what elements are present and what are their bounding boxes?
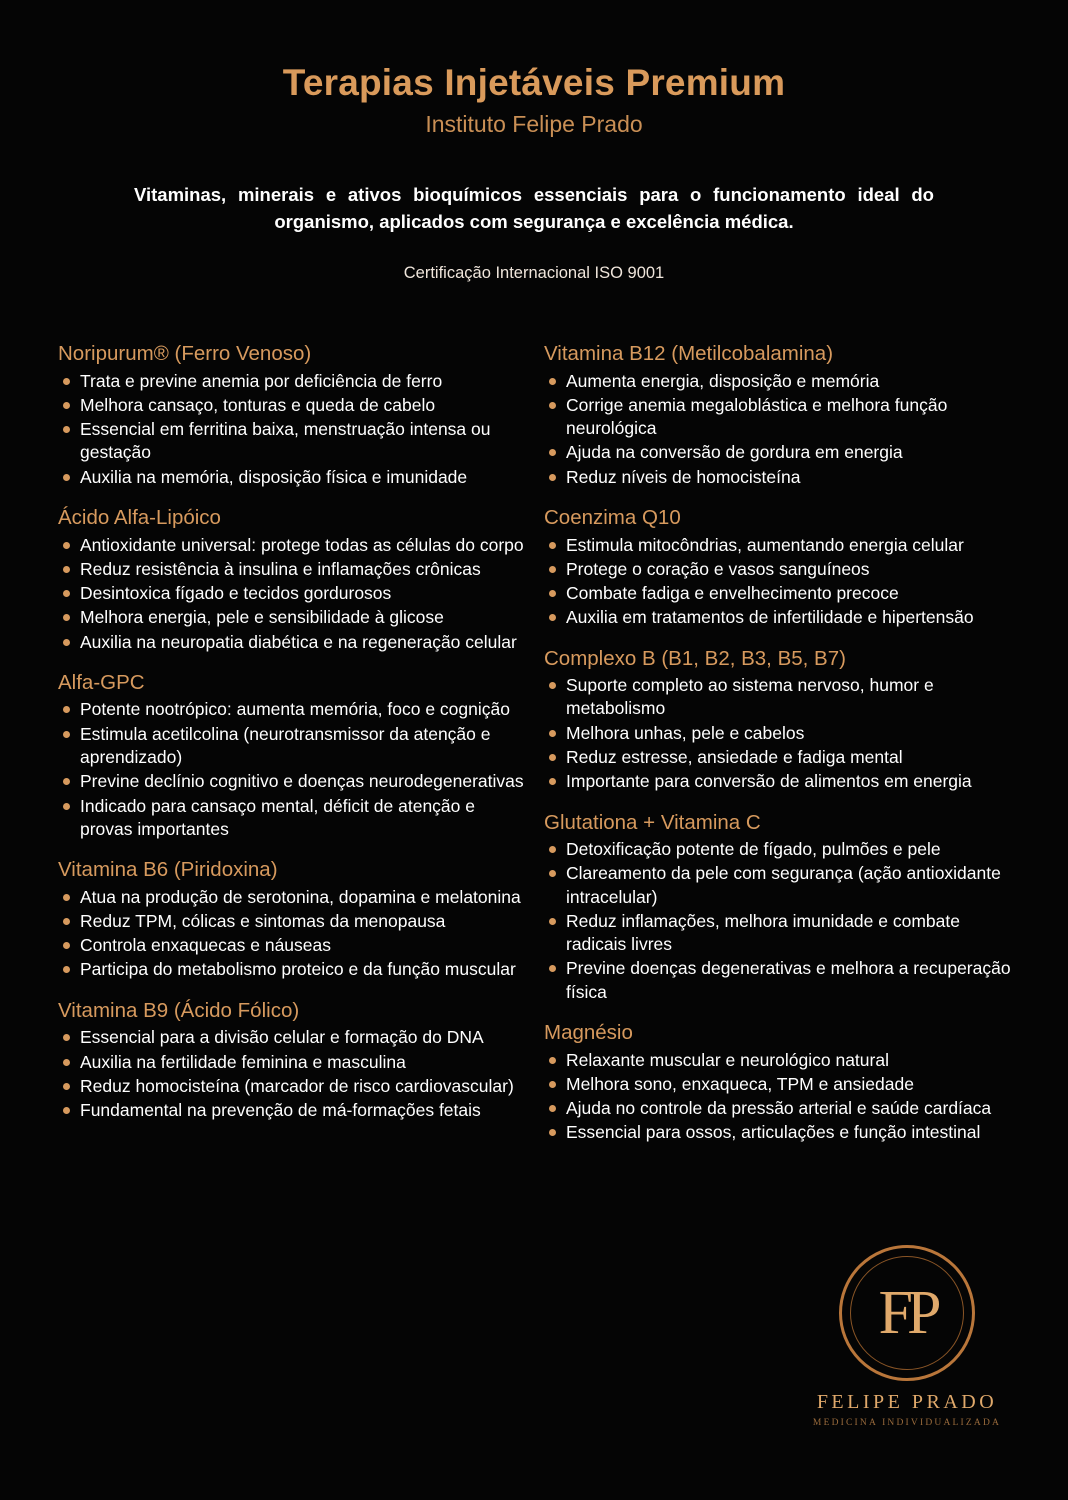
list-item: Auxilia na neuropatia diabética e na regeneração celular xyxy=(58,631,530,654)
list-item: Potente nootrópico: aumenta memória, foco e cognição xyxy=(58,698,530,721)
list-item: Melhora sono, enxaqueca, TPM e ansiedade xyxy=(544,1073,1016,1096)
list-item: Reduz níveis de homocisteína xyxy=(544,466,1016,489)
section xyxy=(544,342,1016,489)
list-item: Melhora cansaço, tonturas e queda de cabelo xyxy=(58,394,530,417)
list-item: Melhora energia, pele e sensibilidade à glicose xyxy=(58,606,530,629)
section-title: Coenzima Q10 xyxy=(544,505,681,529)
list-item: Fundamental na prevenção de má-formações fetais xyxy=(58,1099,530,1122)
list-item: Relaxante muscular e neurológico natural xyxy=(544,1049,1016,1072)
benefit-list xyxy=(544,370,1016,489)
benefit-list xyxy=(544,1049,1016,1145)
benefit-list xyxy=(544,534,1016,630)
benefit-list xyxy=(58,370,530,489)
benefit-list xyxy=(58,1026,530,1122)
page-subtitle: Instituto Felipe Prado xyxy=(425,110,643,137)
list-item: Previne declínio cognitivo e doenças neurodegenerativas xyxy=(58,770,530,793)
list-item: Reduz homocisteína (marcador de risco cardiovascular) xyxy=(58,1075,530,1098)
content-columns xyxy=(0,342,1068,1162)
logo-tagline: MEDICINA INDIVIDUALIZADA xyxy=(812,1418,1002,1428)
list-item: Melhora unhas, pele e cabelos xyxy=(544,722,1016,745)
section xyxy=(58,999,530,1123)
section-title: Ácido Alfa-Lipóico xyxy=(58,505,221,529)
list-item: Essencial em ferritina baixa, menstruação intensa ou gestação xyxy=(58,418,530,465)
section-title: Glutationa + Vitamina C xyxy=(544,810,761,834)
list-item: Corrige anemia megaloblástica e melhora função neurológica xyxy=(544,394,1016,441)
list-item: Detoxificação potente de fígado, pulmões e pele xyxy=(544,838,1016,861)
section xyxy=(544,1021,1016,1145)
section-title: Vitamina B12 (Metilcobalamina) xyxy=(544,342,834,365)
benefit-list xyxy=(544,674,1016,793)
left-column xyxy=(58,342,530,1162)
list-item: Reduz estresse, ansiedade e fadiga mental xyxy=(544,746,1016,769)
section-title: Magnésio xyxy=(544,1020,633,1044)
list-item: Indicado para cansaço mental, déficit de atenção e provas importantes xyxy=(58,795,530,842)
list-item: Clareamento da pele com segurança (ação antioxidante intracelular) xyxy=(544,862,1016,909)
certification-text: Certificação Internacional ISO 9001 xyxy=(403,263,665,282)
list-item: Auxilia na fertilidade feminina e masculina xyxy=(58,1051,530,1074)
benefit-list xyxy=(58,534,530,654)
list-item: Antioxidante universal: protege todas as células do corpo xyxy=(58,534,530,557)
page-title: Terapias Injetáveis Premium xyxy=(282,62,786,103)
benefit-list xyxy=(58,698,530,841)
list-item: Previne doenças degenerativas e melhora a recuperação física xyxy=(544,957,1016,1004)
list-item: Suporte completo ao sistema nervoso, humor e metabolismo xyxy=(544,674,1016,721)
section xyxy=(58,342,530,489)
intro-paragraph: Vitaminas, minerais e ativos bioquímicos essenciais para o funcionamento ideal do organismo, aplicados com segurança e excelência médica. xyxy=(134,184,934,232)
list-item: Estimula mitocôndrias, aumentando energia celular xyxy=(544,534,1016,557)
list-item: Ajuda na conversão de gordura em energia xyxy=(544,441,1016,464)
section-title: Complexo B (B1, B2, B3, B5, B7) xyxy=(544,646,846,670)
list-item: Reduz TPM, cólicas e sintomas da menopausa xyxy=(58,910,530,933)
logo-brand-name: FELIPE PRADO xyxy=(816,1391,998,1413)
list-item: Reduz resistência à insulina e inflamações crônicas xyxy=(58,558,530,581)
section xyxy=(544,647,1016,794)
benefit-list xyxy=(544,838,1016,1004)
logo-monogram-text: FP xyxy=(878,1278,936,1347)
benefit-list xyxy=(58,886,530,982)
logo-monogram-mark xyxy=(839,1245,975,1381)
list-item: Aumenta energia, disposição e memória xyxy=(544,370,1016,393)
section xyxy=(58,671,530,841)
list-item: Ajuda no controle da pressão arterial e saúde cardíaca xyxy=(544,1097,1016,1120)
section xyxy=(58,858,530,982)
section-title: Vitamina B6 (Piridoxina) xyxy=(58,858,278,882)
list-item: Estimula acetilcolina (neurotransmissor da atenção e aprendizado) xyxy=(58,723,530,770)
list-item: Auxilia na memória, disposição física e imunidade xyxy=(58,466,530,489)
list-item: Essencial para ossos, articulações e função intestinal xyxy=(544,1121,1016,1144)
list-item: Atua na produção de serotonina, dopamina e melatonina xyxy=(58,886,530,909)
section xyxy=(544,811,1016,1004)
list-item: Importante para conversão de alimentos em energia xyxy=(544,770,1016,793)
section-title: Noripurum® (Ferro Venoso) xyxy=(58,342,312,365)
list-item: Protege o coração e vasos sanguíneos xyxy=(544,558,1016,581)
section-title: Vitamina B9 (Ácido Fólico) xyxy=(58,998,300,1022)
right-column xyxy=(544,342,1016,1162)
list-item: Participa do metabolismo proteico e da função muscular xyxy=(58,958,530,981)
list-item: Trata e previne anemia por deficiência de ferro xyxy=(58,370,530,393)
section xyxy=(58,506,530,654)
list-item: Controla enxaquecas e náuseas xyxy=(58,934,530,957)
section-title: Alfa-GPC xyxy=(58,670,145,694)
list-item: Combate fadiga e envelhecimento precoce xyxy=(544,582,1016,605)
brand-logo xyxy=(802,1245,1012,1428)
poster-header xyxy=(0,0,1068,283)
list-item: Essencial para a divisão celular e formação do DNA xyxy=(58,1026,530,1049)
list-item: Auxilia em tratamentos de infertilidade e hipertensão xyxy=(544,606,1016,629)
list-item: Desintoxica fígado e tecidos gordurosos xyxy=(58,582,530,605)
list-item: Reduz inflamações, melhora imunidade e combate radicais livres xyxy=(544,910,1016,957)
section xyxy=(544,506,1016,630)
